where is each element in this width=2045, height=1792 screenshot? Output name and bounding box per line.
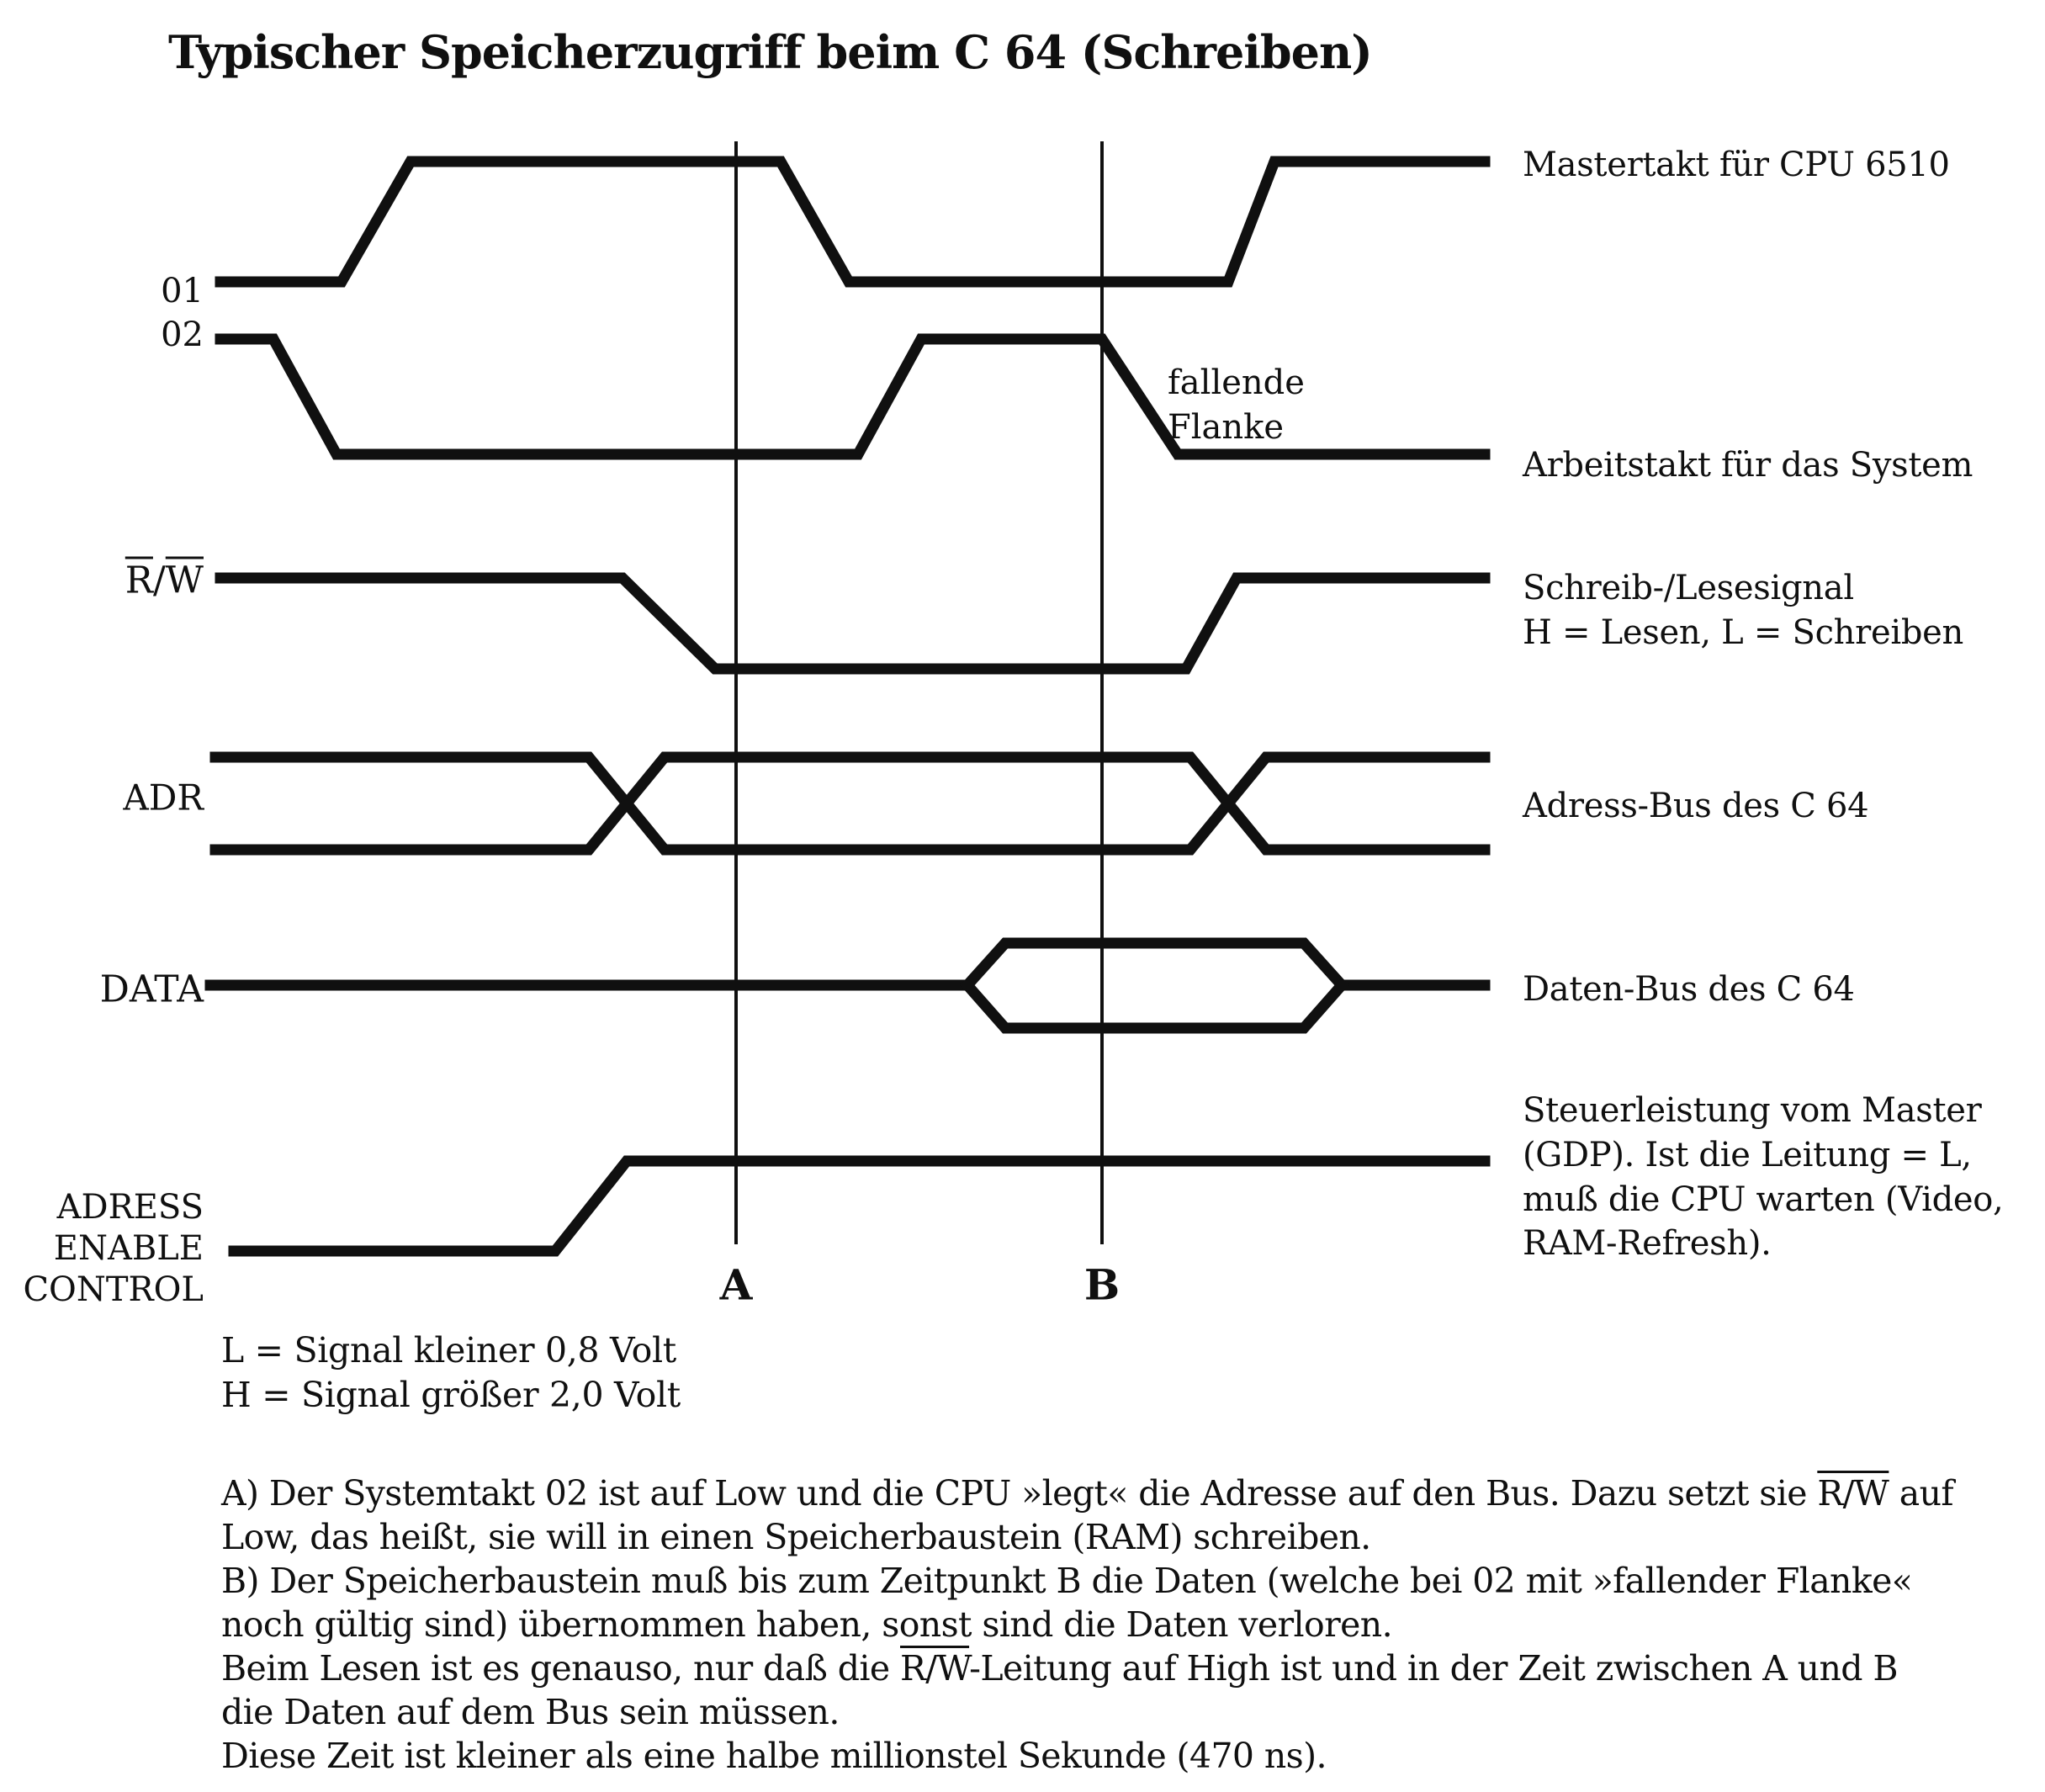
adr-bus-waveform-upper: [215, 757, 1485, 850]
falling-edge-note-line1: fallende: [1168, 363, 1305, 402]
note-line-5-text: Beim Lesen ist es genauso, nur daß die: [221, 1648, 901, 1689]
desc-aec-line3: muß die CPU warten (Video,: [1523, 1180, 2004, 1219]
rw-r-overlined: $\overline{R}$: [125, 559, 153, 602]
desc-phi2: Arbeitstakt für das System: [1523, 446, 1973, 485]
desc-phi1: Mastertakt für CPU 6510: [1523, 146, 1950, 184]
desc-aec-line2: (GDP). Ist die Leitung = L,: [1523, 1136, 1972, 1174]
desc-adr: Adress-Bus des C 64: [1523, 787, 1869, 825]
note-line-5: [221, 1648, 1898, 1689]
rw-slash: /: [152, 559, 166, 602]
signal-label-rw: [8, 559, 204, 602]
desc-aec-line1: Steuerleistung vom Master: [1523, 1091, 1982, 1130]
note-line-4: noch gültig sind) übernommen haben, sonst sind die Daten verloren.: [221, 1604, 1393, 1645]
adr-bus-waveform-lower: [215, 757, 1485, 850]
marker-a-label: A: [719, 1259, 753, 1310]
desc-rw-line1: Schreib-/Lesesignal: [1523, 569, 1854, 607]
signal-label-aec-line3: CONTROL: [23, 1270, 204, 1309]
signal-label-aec-line2: ENABLE: [53, 1229, 204, 1268]
desc-rw-line2: H = Lesen, L = Schreiben: [1523, 613, 1963, 652]
note-line-1-text: A) Der Systemtakt 02 ist auf Low und die CPU »legt« die Adresse auf den Bus. Dazu setzt sie: [221, 1473, 1818, 1514]
marker-b-label: B: [1083, 1259, 1121, 1310]
signal-label-phi1: 01: [161, 272, 204, 310]
desc-aec-line4: RAM-Refresh).: [1523, 1224, 1772, 1263]
signal-label-adr: ADR: [123, 777, 204, 819]
note-line-7: Diese Zeit ist kleiner als eine halbe millionstel Sekunde (470 ns).: [221, 1736, 1327, 1776]
rw-w-overlined: $\overline{W}$: [165, 559, 204, 602]
desc-data: Daten-Bus des C 64: [1523, 970, 1855, 1009]
note-line-5-rw-overlined: R/W: [900, 1648, 970, 1689]
legend-low-level: L = Signal kleiner 0,8 Volt: [221, 1330, 676, 1371]
data-bus-valid-window: [967, 985, 1342, 1028]
note-line-6: die Daten auf dem Bus sein müssen.: [221, 1692, 840, 1732]
falling-edge-note-line2: Flanke: [1168, 408, 1285, 447]
page-title: Typischer Speicherzugriff beim C 64 (Schreiben): [168, 25, 1372, 79]
legend-high-level: H = Signal größer 2,0 Volt: [221, 1375, 681, 1415]
note-line-3: B) Der Speicherbaustein muß bis zum Zeitpunkt B die Daten (welche bei 02 mit »fallender Flanke«: [221, 1561, 1913, 1601]
note-line-5-tail: -Leitung auf High ist und in der Zeit zwischen A und B: [969, 1648, 1898, 1689]
note-line-1-tail: auf: [1889, 1473, 1954, 1514]
phi1-waveform: [220, 162, 1485, 282]
aec-waveform: [234, 1161, 1485, 1251]
signal-label-data: DATA: [99, 968, 204, 1011]
note-line-1-rw-overlined: R/W: [1817, 1473, 1889, 1514]
note-line-1: [221, 1473, 1953, 1514]
data-bus-waveform: [210, 943, 1485, 985]
note-line-2: Low, das heißt, sie will in einen Speicherbaustein (RAM) schreiben.: [221, 1517, 1371, 1557]
signal-label-phi2: 02: [161, 315, 204, 354]
rw-waveform: [220, 578, 1485, 669]
signal-label-aec-line1: ADRESS: [56, 1188, 204, 1227]
